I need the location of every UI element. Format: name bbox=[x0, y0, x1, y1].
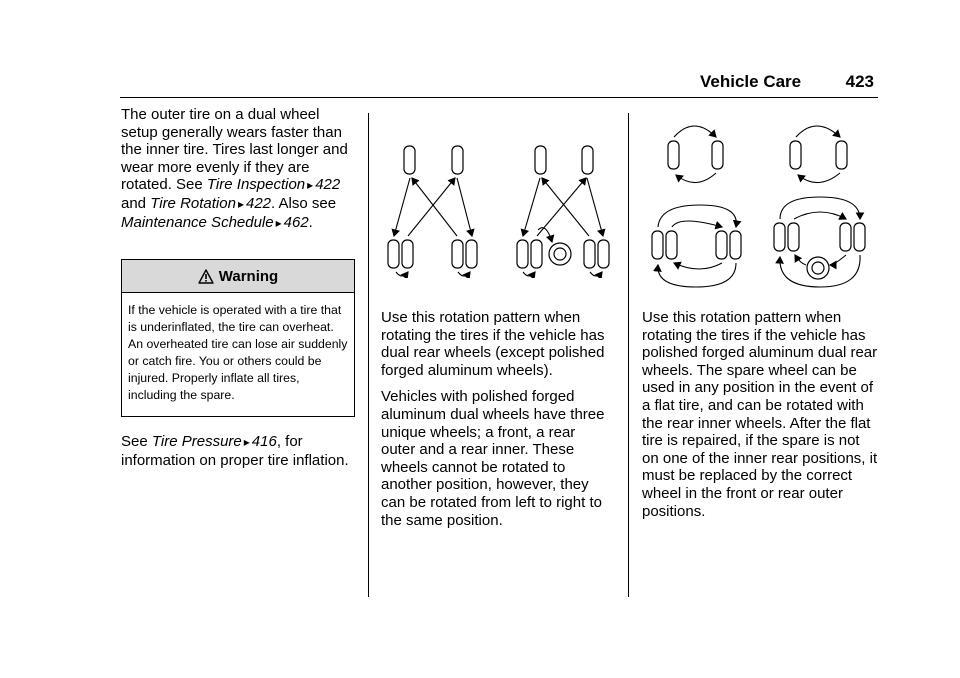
link-tire-pressure[interactable]: Tire Pressure bbox=[151, 433, 242, 450]
page-ref-422a[interactable]: 422 bbox=[315, 176, 341, 194]
forged-wheels-paragraph: Vehicles with polished forged aluminum dual wheels have three unique wheels; a front, a rear outer and a rear inner. These wheels cannot be rotated to another position, however, they can be rotated from left to right to the same position. bbox=[381, 388, 605, 529]
column-divider-1 bbox=[368, 113, 369, 597]
warning-title: Warning bbox=[218, 267, 279, 285]
also-text: . Also see bbox=[271, 194, 337, 212]
intro-text: The outer tire on a dual wheel setup generally wears faster than the inner tire. Tires last longer and wear more evenly if they are rotated. See bbox=[121, 106, 348, 194]
link-tire-rotation[interactable]: Tire Rotation bbox=[150, 194, 236, 212]
forged-aluminum-rotation-diagram bbox=[640, 115, 880, 295]
tire-pressure-text: , for information on proper tire inflation. bbox=[121, 433, 349, 469]
page-ref-422b[interactable]: 422 bbox=[245, 194, 272, 212]
column-divider-2 bbox=[628, 113, 629, 597]
header-rule bbox=[120, 97, 878, 98]
warning-triangle-icon bbox=[198, 269, 214, 284]
page-ref-462[interactable]: 462 bbox=[283, 213, 309, 231]
cross-reference-icon: ▸ bbox=[307, 178, 314, 193]
section-title: Vehicle Care bbox=[700, 72, 802, 91]
dual-wheel-rotation-diagram bbox=[380, 138, 620, 278]
link-maintenance-schedule[interactable]: Maintenance Schedule bbox=[121, 213, 274, 231]
cross-reference-icon: ▸ bbox=[243, 435, 250, 449]
warning-header bbox=[122, 260, 354, 293]
page-ref-416[interactable]: 416 bbox=[251, 433, 277, 450]
column-2 bbox=[381, 309, 613, 538]
page-header bbox=[700, 70, 878, 96]
spare-wheel-paragraph: Use this rotation pattern when rotating the tires if the vehicle has polished forged aluminum dual rear wheels. The spare wheel can be used in any position in the event of a flat tire, and can be rotated with the rear inner wheels. After the flat tire is repaired, if the spare is not on one of the inner rear positions, it must be replaced by the correct wheel in the front or rear outer positions. bbox=[642, 309, 878, 520]
cross-reference-icon: ▸ bbox=[275, 215, 282, 230]
rotation-pattern-paragraph: Use this rotation pattern when rotating the tires if the vehicle has dual rear wheels (except polished forged aluminum wheels). bbox=[381, 309, 605, 379]
period-text: . bbox=[308, 213, 313, 231]
page-number: 423 bbox=[845, 72, 874, 91]
warning-box bbox=[121, 259, 355, 417]
and-text: and bbox=[121, 194, 151, 212]
column-3 bbox=[642, 309, 878, 529]
column-1 bbox=[121, 106, 357, 241]
warning-text: If the vehicle is operated with a tire that is underinflated, the tire can overheat. An overheated tire can lose air suddenly or catch fire. You or others could be injured. Properly inflate all tires, including the spare. bbox=[128, 303, 348, 402]
see-text: See bbox=[121, 433, 152, 450]
tire-pressure-paragraph bbox=[121, 433, 357, 469]
intro-paragraph bbox=[121, 106, 357, 232]
cross-reference-icon: ▸ bbox=[237, 196, 244, 211]
link-tire-inspection[interactable]: Tire Inspection bbox=[206, 176, 306, 194]
